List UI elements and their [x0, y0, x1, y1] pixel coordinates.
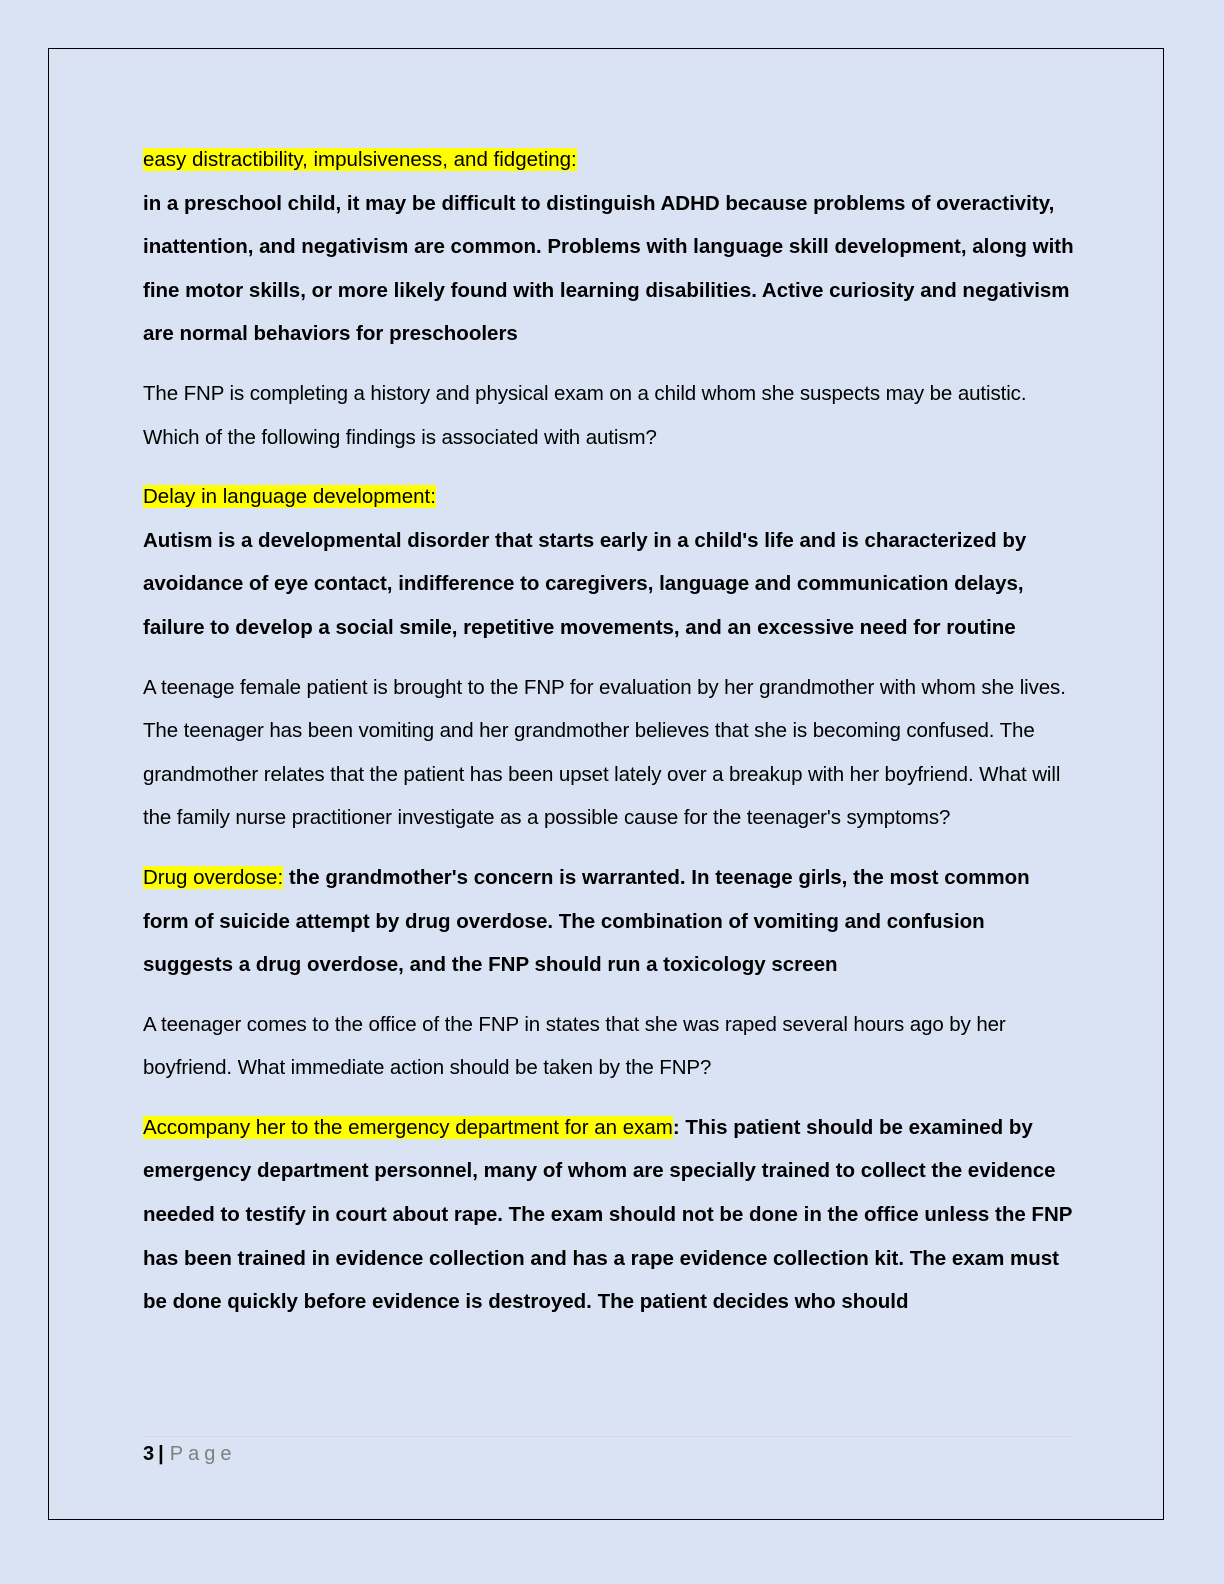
- footer-separator: |: [158, 1443, 164, 1465]
- highlighted-answer: Delay in language development:: [143, 485, 436, 509]
- answer-block-2: [143, 475, 1078, 649]
- answer-block-4: [143, 1106, 1078, 1324]
- answer-explanation: : This patient should be examined by emergency department personnel, many of whom are specially trained to collect the evidence needed to testify in court about rape. The exam should not be done in the office unless the FNP has been trained in evidence collection and has a rape evidence collection kit. The exam must be done quickly before evidence is destroyed. The patient decides who should: [143, 1115, 1073, 1314]
- page-label: Page: [169, 1443, 237, 1465]
- answer-explanation: Autism is a developmental disorder that starts early in a child's life and is characterized by avoidance of eye contact, indifference to caregivers, language and communication delays, failure to develop a social smile, repetitive movements, and an excessive need for routine: [143, 528, 1027, 639]
- question-text: A teenage female patient is brought to the FNP for evaluation by her grandmother with whom she lives. The teenager has been vomiting and her grandmother believes that she is becoming confused. The grandmother relates that the patient has been upset lately over a breakup with her boyfriend. What will the family nurse practitioner investigate as a possible cause for the teenager's symptoms?: [143, 675, 1066, 830]
- question-block-3: [143, 1003, 1078, 1090]
- answer-block-3: [143, 856, 1078, 987]
- answer-block-1: [143, 138, 1078, 356]
- document-body: [143, 138, 1078, 1340]
- question-block-2: [143, 666, 1078, 840]
- highlighted-answer: easy distractibility, impulsiveness, and fidgeting:: [143, 148, 577, 171]
- highlighted-answer: Accompany her to the emergency department for an exam: [143, 1115, 673, 1139]
- highlighted-answer: Drug overdose:: [143, 865, 284, 889]
- answer-explanation: the grandmother's concern is warranted. In teenage girls, the most common form of suicide attempt by drug overdose. The combination of vomiting and confusion suggests a drug overdose, and the FNP should run a toxicology screen: [143, 865, 1030, 977]
- question-text: A teenager comes to the office of the FNP in states that she was raped several hours ago by her boyfriend. What immediate action should be taken by the FNP?: [143, 1012, 1006, 1080]
- page-footer: [143, 1440, 236, 1468]
- page-number: 3: [143, 1443, 155, 1465]
- question-block-1: [143, 372, 1078, 459]
- footer-divider: [143, 1436, 1074, 1437]
- question-text: The FNP is completing a history and physical exam on a child whom she suspects may be autistic. Which of the following findings is associated with autism?: [143, 381, 1027, 449]
- answer-explanation: in a preschool child, it may be difficult to distinguish ADHD because problems of overactivity, inattention, and negativism are common. Problems with language skill development, along with fine motor skills, or more likely found with learning disabilities. Active curiosity and negativism are normal behaviors for preschoolers: [143, 191, 1074, 346]
